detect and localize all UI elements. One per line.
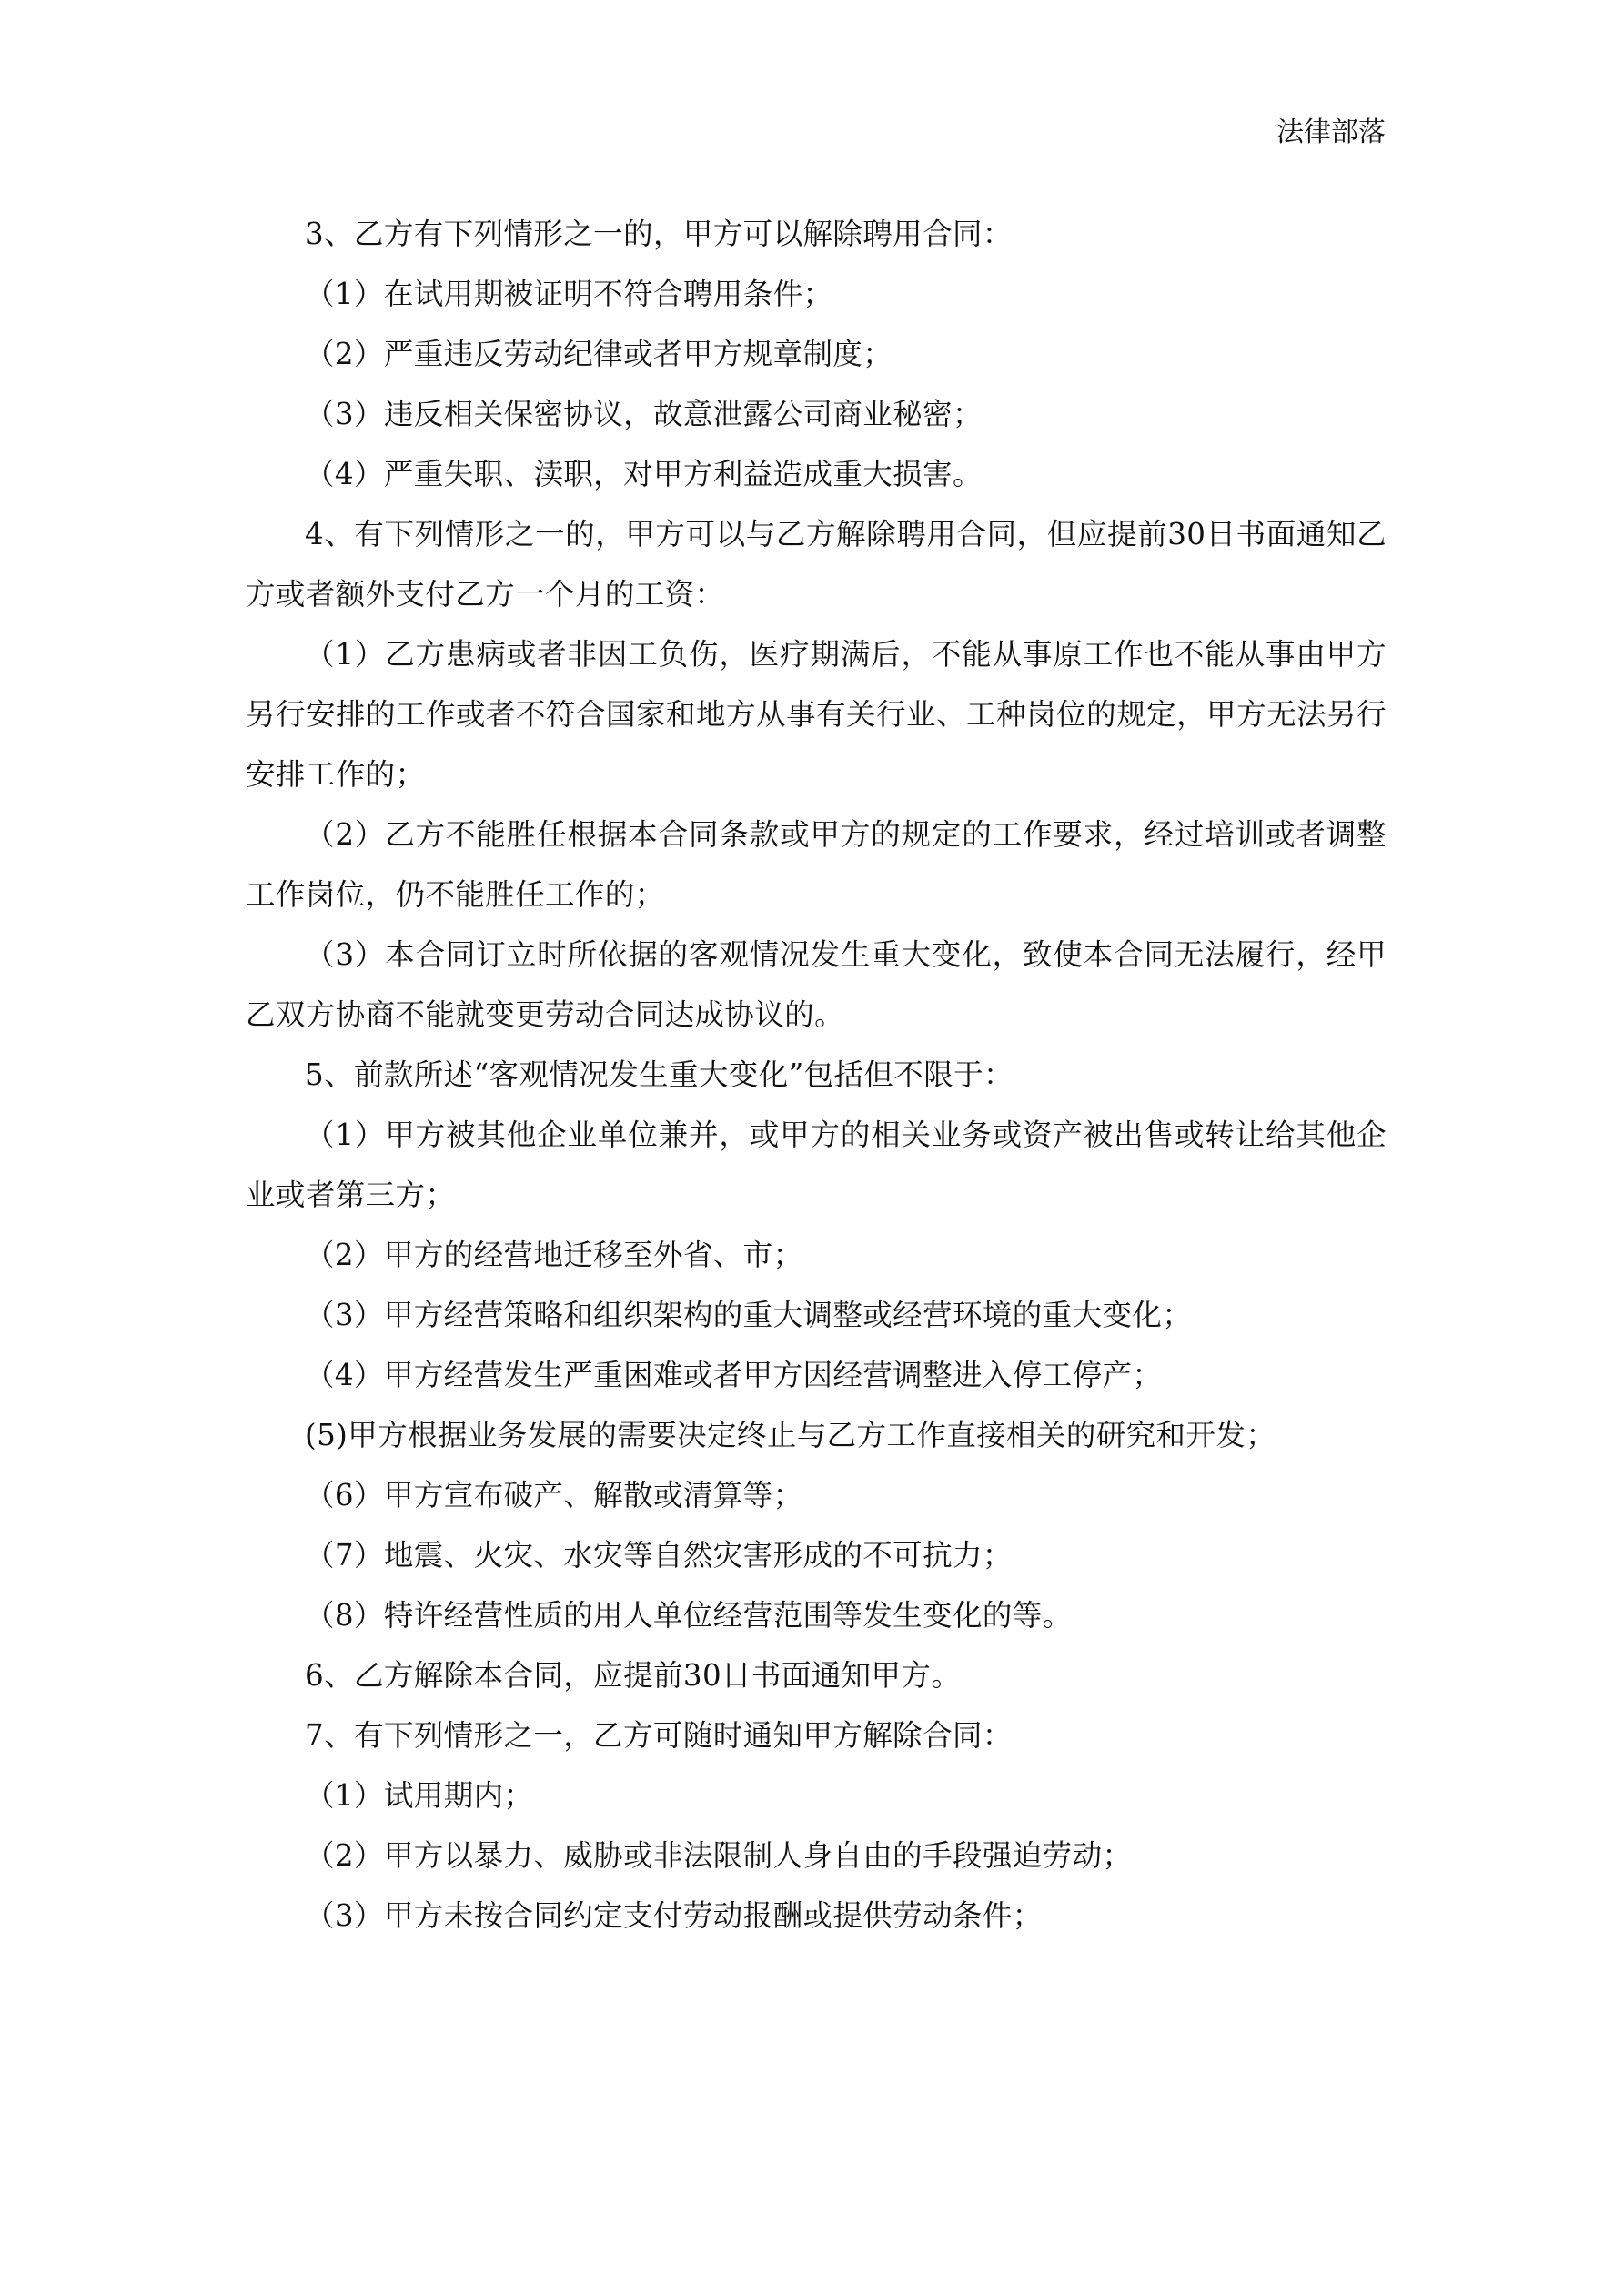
paragraph-clause-5-item-2: （2）甲方的经营地迁移至外省、市；: [305, 1238, 803, 1272]
paragraph-clause-7-item-1: （1）试用期内；: [305, 1778, 534, 1813]
paragraph-clause-7-item-2: （2）甲方以暴力、威胁或非法限制人身自由的手段强迫劳动；: [305, 1838, 1133, 1873]
paragraph-clause-4: 4、有下列情形之一的，甲方可以与乙方解除聘用合同，但应提前30日书面通知乙方或者额外支付乙方一个月的工资：: [246, 517, 1387, 612]
paragraph-clause-3-item-1: （1）在试用期被证明不符合聘用条件；: [305, 277, 833, 311]
paragraph-clause-4-item-2: （2）乙方不能胜任根据本合同条款或甲方的规定的工作要求，经过培训或者调整工作岗位，仍不能胜任工作的；: [246, 817, 1387, 912]
paragraph-clause-4-item-1: （1）乙方患病或者非因工负伤，医疗期满后，不能从事原工作也不能从事由甲方另行安排的工作或者不符合国家和地方从事有关行业、工种岗位的规定，甲方无法另行安排工作的；: [246, 637, 1387, 792]
paragraph-clause-5-item-8: （8）特许经营性质的用人单位经营范围等发生变化的等。: [305, 1598, 1073, 1633]
paragraph-clause-4-item-3: （3）本合同订立时所依据的客观情况发生重大变化，致使本合同无法履行，经甲乙双方协商不能就变更劳动合同达成协议的。: [246, 937, 1387, 1032]
paragraph-clause-3: 3、乙方有下列情形之一的，甲方可以解除聘用合同：: [305, 217, 1013, 251]
paragraph-clause-3-item-4: （4）严重失职、渎职，对甲方利益造成重大损害。: [305, 457, 983, 491]
paragraph-clause-7-item-3: （3）甲方未按合同约定支付劳动报酬或提供劳动条件；: [305, 1898, 1043, 1933]
page-header: 法律部落: [1276, 116, 1386, 148]
paragraph-clause-5-item-1: （1）甲方被其他企业单位兼并，或甲方的相关业务或资产被出售或转让给其他企业或者第三方；: [246, 1118, 1387, 1212]
paragraph-clause-6: 6、乙方解除本合同，应提前30日书面通知甲方。: [305, 1658, 962, 1693]
paragraph-clause-5-item-5: (5)甲方根据业务发展的需要决定终止与乙方工作直接相关的研究和开发；: [305, 1418, 1276, 1452]
paragraph-clause-5-item-6: （6）甲方宣布破产、解散或清算等；: [305, 1478, 803, 1512]
paragraph-clause-5-item-3: （3）甲方经营策略和组织架构的重大调整或经营环境的重大变化；: [305, 1298, 1193, 1332]
paragraph-clause-7: 7、有下列情形之一，乙方可随时通知甲方解除合同：: [305, 1718, 1013, 1753]
paragraph-clause-5-item-4: （4）甲方经营发生严重困难或者甲方因经营调整进入停工停产；: [305, 1358, 1163, 1392]
paragraph-clause-5: 5、前款所述“客观情况发生重大变化”包括但不限于：: [305, 1057, 1014, 1092]
paragraph-clause-3-item-2: （2）严重违反劳动纪律或者甲方规章制度；: [305, 337, 893, 371]
paragraph-clause-3-item-3: （3）违反相关保密协议，故意泄露公司商业秘密；: [305, 397, 983, 431]
document-body: [246, 204, 1387, 1946]
paragraph-clause-5-item-7: （7）地震、火灾、水灾等自然灾害形成的不可抗力；: [305, 1538, 1013, 1573]
